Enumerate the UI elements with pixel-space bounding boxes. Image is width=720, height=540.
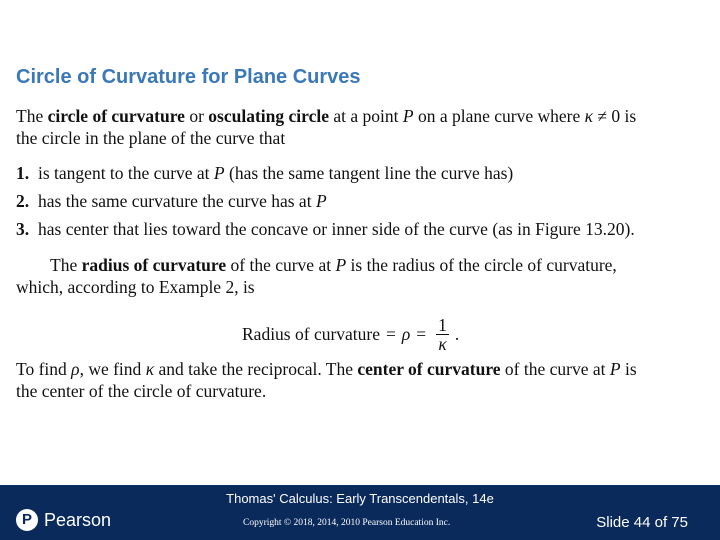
var-p: P — [315, 191, 327, 211]
slide-title: Circle of Curvature for Plane Curves — [16, 66, 361, 88]
var-p: P — [213, 163, 225, 183]
term-osculating-circle: osculating circle — [208, 106, 329, 126]
term-center-of-curvature: center of curvature — [357, 359, 501, 379]
radius-line-1 — [50, 254, 617, 276]
intro-text: at a point — [328, 106, 403, 126]
intro-text: on a plane curve where — [413, 106, 585, 126]
fraction-denominator: κ — [438, 334, 447, 354]
term-circle-of-curvature: circle of curvature — [47, 106, 185, 126]
var-p: P — [335, 255, 347, 275]
intro-text: or — [184, 106, 209, 126]
radius-text: of the curve at — [226, 255, 336, 275]
formula-rho: ρ — [401, 324, 411, 344]
var-p: P — [402, 106, 414, 126]
final-line-1 — [16, 358, 637, 380]
radius-line-2: which, according to Example 2, is — [16, 277, 255, 297]
list-item — [16, 162, 513, 184]
intro-line-1 — [16, 105, 636, 127]
radius-formula — [242, 316, 459, 353]
list-text: is tangent to the curve at — [38, 163, 214, 183]
intro-text: ≠ 0 is — [593, 106, 637, 126]
intro-text: The — [16, 106, 48, 126]
copyright-notice: Copyright © 2018, 2014, 2010 Pearson Education Inc. — [243, 518, 451, 528]
radius-text: is the radius of the circle of curvature, — [346, 255, 617, 275]
var-p: P — [609, 359, 621, 379]
list-item — [16, 218, 635, 240]
final-text: of the curve at — [500, 359, 610, 379]
pearson-p-icon: P — [16, 509, 38, 531]
slide-number: Slide 44 of 75 — [596, 514, 688, 531]
intro-line-2: the circle in the plane of the curve that — [16, 128, 286, 148]
list-text: (has the same tangent line the curve has) — [224, 163, 514, 183]
fraction-numerator: 1 — [438, 315, 447, 335]
footer-bar — [0, 485, 720, 540]
list-text: has center that lies toward the concave or inner side of the curve (as in Figure 13.20). — [38, 219, 635, 239]
list-number: 2. — [16, 191, 30, 211]
final-text: To find — [16, 359, 72, 379]
pearson-logo — [16, 509, 111, 531]
formula-fraction — [436, 316, 449, 353]
list-item — [16, 190, 327, 212]
pearson-wordmark: Pearson — [44, 509, 112, 530]
final-text: and take the reciprocal. The — [154, 359, 358, 379]
var-rho: ρ — [71, 359, 80, 379]
list-text: has the same curvature the curve has at — [38, 191, 316, 211]
book-title: Thomas' Calculus: Early Transcendentals, 14e — [226, 491, 494, 506]
formula-equals: = — [416, 324, 427, 344]
final-text: is — [620, 359, 637, 379]
list-number: 3. — [16, 219, 30, 239]
var-kappa: κ — [584, 106, 593, 126]
formula-period: . — [454, 324, 460, 344]
formula-equals: = — [386, 324, 396, 344]
list-number: 1. — [16, 163, 30, 183]
formula-lhs: Radius of curvature — [242, 324, 381, 344]
radius-text: The — [50, 255, 82, 275]
final-text: , we find — [79, 359, 146, 379]
term-radius-of-curvature: radius of curvature — [81, 255, 227, 275]
var-kappa: κ — [145, 359, 155, 379]
final-line-2: the center of the circle of curvature. — [16, 381, 267, 401]
